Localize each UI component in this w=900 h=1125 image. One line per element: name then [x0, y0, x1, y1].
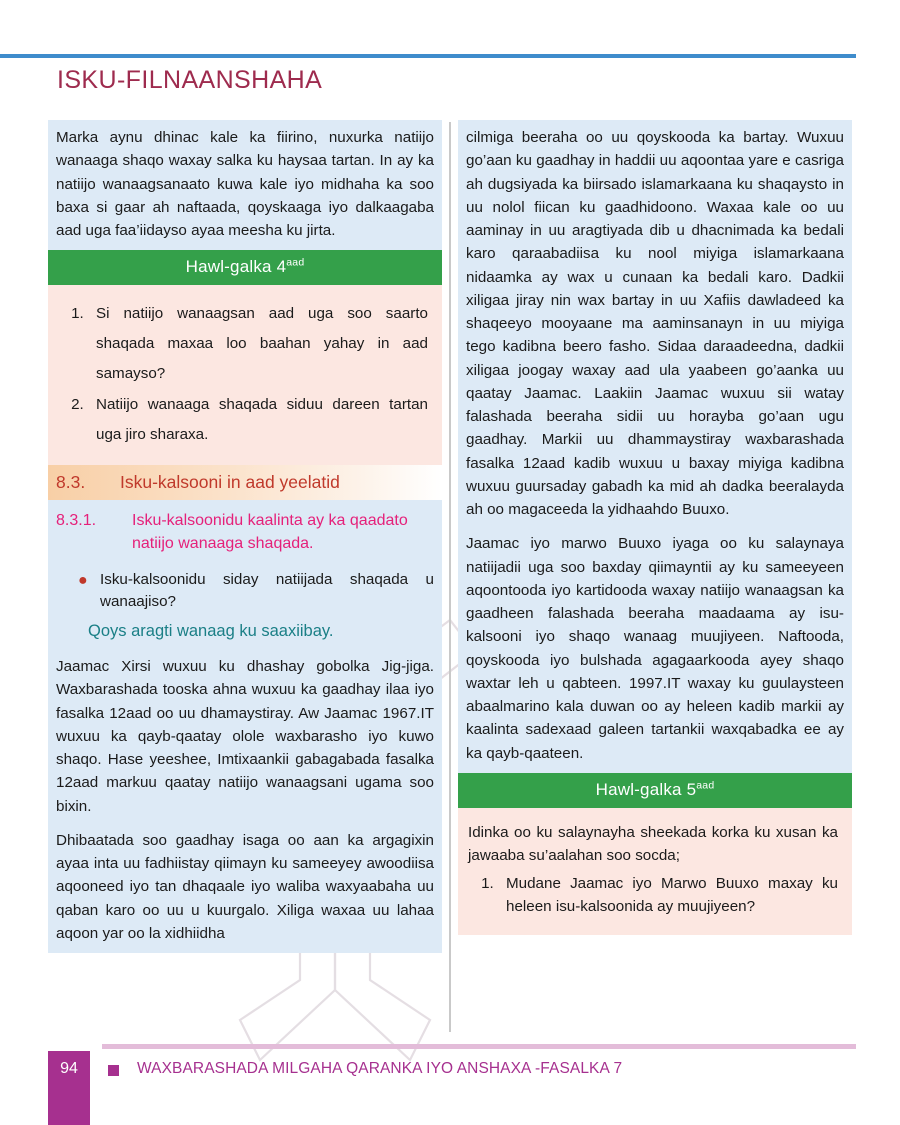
section-number: 8.3. — [56, 472, 86, 493]
list-item: 1. Mudane Jaamac iyo Marwo Buuxo maxay ku heleen isu-kalsoonida ay muujiyeen? — [498, 873, 838, 919]
footer-rule — [102, 1044, 856, 1049]
activity-5-title: Hawl-galka 5 — [595, 779, 697, 799]
teal-caption: Qoys aragti wanaag ku saaxiibay. — [48, 618, 442, 649]
page-number-tab: 94 — [48, 1051, 90, 1125]
intro-paragraph: Marka aynu dhinac kale ka fiirino, nuxurka natiijo wanaaga shaqo waxay salka ku haysaa tartan. In ay ka natiijo wanaagsanaato kuwa kale iyo midhaha ka soo baxa si gaar ah naftaada, qoyskaaga iyo dalkaagaba aad uga faa’iidayso ayaa meesha ku jirta. — [56, 129, 434, 239]
activity-box-5 — [458, 773, 852, 935]
section-title: Isku-kalsooni in aad yeelatid — [120, 472, 340, 493]
list-item: 2. Natiijo wanaaga shaqada siduu dareen tartan uga jiro sharaxa. — [88, 390, 428, 449]
footer-book-title: WAXBARASHADA MILGAHA QARANKA IYO ANSHAXA -FASALKA 7 — [137, 1060, 623, 1077]
activity-4-body — [48, 285, 442, 465]
right-paragraph-1: cilmiga beeraha oo uu qoyskooda ka bartay. Wuxuu go’aan ku gaadhay in haddii uu aqoontaa yare e casriga ah dugsiyada ka biirsado islamarkaana ku shaqaysto in uu nolol fiican ku gaadhidoono. Waxaa kale oo uu aaminay in uu aragtiyada dib u dhacnimada ka bedali karo qaraabadiisa ku nool miyiga islamarkaana nidaamka ay wax u cunaan ka bedali karo. Dadkii xiligaa jiray nin wax bartay in uu Xafiis dawladeed ka shaqeeyo mooyaane ma aaminsanayn in uu miyiga tego kadibna beero fasho. Sidaa daraadeedna, dadkii xiligaa joogay waxay aad ula yaabeen go’aanka uu qaatay Jaamac. Laakiin Jaamac wuxuu sii watay falashada beeraha sidii uu horayba go’aan ugu gaadhay. Markii uu dhammaystiray waxbarashada fasalka 12aad kadib wuxuu u baxay miyiga kadibna wuxuu guursaday gabadh ka mid ah dadka beeralayda ah oo magaceeda la yidhaahdo Buuxo. — [466, 129, 844, 518]
activity-4-header — [48, 250, 442, 285]
subsection-heading-8-3-1 — [48, 500, 442, 560]
activity-5-title-sup: aad — [696, 779, 715, 792]
activity-4-title: Hawl-galka 4 — [185, 257, 287, 277]
left-column — [48, 120, 442, 953]
activity-4-title-sup: aad — [286, 256, 305, 269]
subsection-title: Isku-kalsoonidu kaalinta ay ka qaadato natiijo wanaaga shaqada. — [132, 512, 408, 552]
activity-5-intro: Idinka oo ku salaynayha sheekada korka ku xusan ka jawaaba su’aalahan soo socda; — [468, 823, 838, 864]
subsection-number: 8.3.1. — [56, 512, 97, 530]
activity-5-header — [458, 773, 852, 808]
list-item: 1. Si natiijo wanaagsan aad uga soo saarto shaqada maxaa loo baahan yahay in aad samayso? — [88, 299, 428, 388]
activity-4-question-list — [58, 299, 428, 449]
story-paragraph-1: Jaamac Xirsi wuxuu ku dhashay gobolka Jig-jiga. Waxbarashada tooska ahna wuxuu ka gaadhay ilaa iyo fasalka 12aad oo uu dhamaystiray. Aw Jaamac 1967.IT wuxuu ka qayb-qaatay olole waxbarasho iyo kuwo shaqo. Hase yeeshee, Imtixaankii gabagabada fasalka 12aad markuu qaatay natiijo wanaagsani ugama soo bixin. — [56, 658, 434, 815]
story-paragraph-2: Dhibaatada soo gaadhay isaga oo aan ka argagixin ayaa inta uu fadhiistay qiimayn ku sameeyey awoodiisa aqooneed iyo tan dhaqaale iyo waliba waxyaabaha uu qaban karo oo uu u kuurgalo. Xiliga waxaa uu lahaa aqoon yar oo la xidhiidha — [56, 831, 434, 942]
bullet-question-block — [48, 561, 442, 619]
right-text-block — [458, 120, 852, 773]
column-divider — [449, 122, 451, 1032]
intro-text-block — [48, 120, 442, 250]
footer-square-bullet-icon — [108, 1065, 119, 1076]
bullet-dot-icon: ● — [78, 571, 88, 589]
right-column — [458, 120, 852, 935]
activity-5-body — [458, 808, 852, 935]
story-text-block — [48, 649, 442, 953]
section-heading-8-3 — [48, 465, 442, 500]
right-paragraph-2: Jaamac iyo marwo Buuxo iyaga oo ku salaynaya natiijadii uga soo baxday qiimayntii ay ku sameeyeen aqoontooda iyo kartidooda waxay natiijo wanaagsan ka gaadheen falashada beeraha maadaama ay isu-kalsooni iyo shaqo wanaag muujiyeen. Naftooda, qoyskooda iyo bulshada agagaarkooda ayey shaqo waxtar leh u qabteen. 1997.IT waxay ku guulaysteen abaalmarino kala duwan oo ay heleen kadib markii ay kaalinta sadexaad galeen tartankii waxqabadka ee ay ka qayb-qaateen. — [466, 535, 844, 762]
top-accent-rule — [0, 54, 856, 58]
activity-5-question-list — [468, 873, 838, 919]
page-title: ISKU-FILNAANSHAHA — [57, 66, 323, 94]
bullet-question-text: Isku-kalsoonidu siday natiijada shaqada u wanaajiso? — [100, 570, 434, 611]
bullet-row — [56, 569, 434, 615]
activity-box-4 — [48, 250, 442, 465]
